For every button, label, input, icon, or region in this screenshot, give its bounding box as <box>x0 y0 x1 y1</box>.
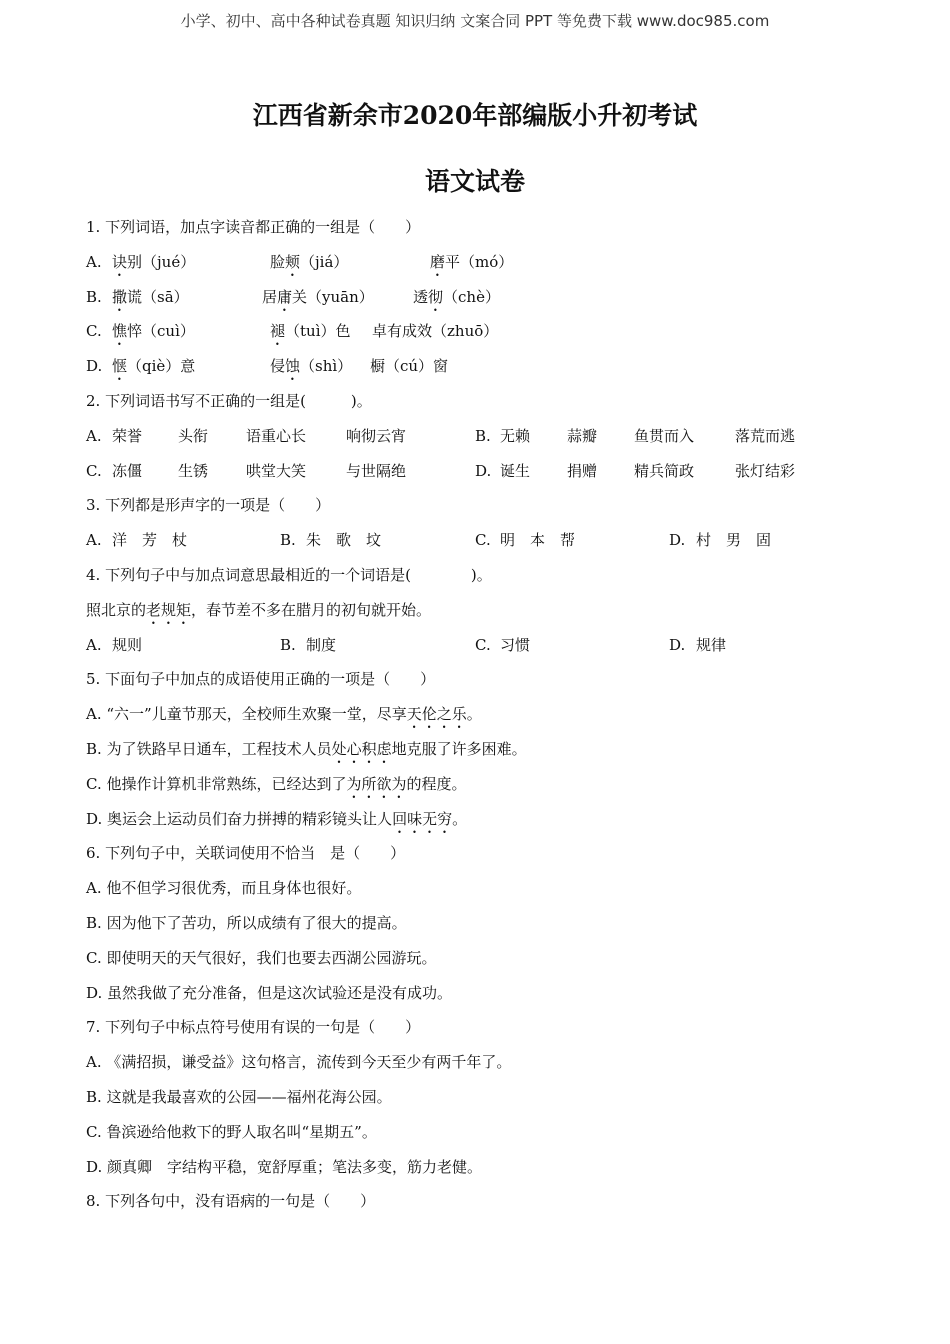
q4-sentence: 照北京的老规矩，春节差不多在腊月的初旬就开始。 <box>86 600 432 619</box>
q6-option-c: C. 即使明天的天气很好，我们也要去西湖公园游玩。 <box>86 948 437 967</box>
q2-a-word-3: 语重心长 <box>246 426 307 445</box>
q3-options <box>86 527 866 562</box>
q4-dotted-word: 老规矩 <box>146 600 192 619</box>
q4-options <box>86 632 866 667</box>
q3-b-text: 朱 歌 坟 <box>306 531 382 550</box>
q2-d-word-1: 诞生 <box>500 461 531 480</box>
q5-a-idiom: 天伦之乐 <box>406 705 467 724</box>
q2-options-row-2 <box>86 458 866 493</box>
q7-option-d: D. 颜真卿 字结构平稳，宽舒厚重；笔法多变，筋力老健。 <box>86 1157 483 1176</box>
option-label: D. <box>475 461 492 480</box>
question-1-stem: 1. 下列词语，加点字读音都正确的一组是（ ） <box>86 218 421 236</box>
q1-d-item-3: 橱（cú）窗 <box>370 357 449 376</box>
option-label: C. <box>86 322 102 341</box>
option-label: A. <box>86 252 102 271</box>
q4-c-text: 习惯 <box>500 635 531 654</box>
option-label: B. <box>280 531 296 550</box>
q1-option-d <box>86 353 866 388</box>
q1-d-item-2: 侵蚀（shì） <box>270 357 353 376</box>
q2-d-word-3: 精兵简政 <box>634 461 695 480</box>
question-list <box>86 214 866 1223</box>
option-label: C. <box>475 635 491 654</box>
q2-d-word-2: 捐赠 <box>567 461 598 480</box>
option-label: A. <box>86 531 102 550</box>
q2-a-word-2: 头衔 <box>178 426 209 445</box>
q5-option-a: A. “六一”儿童节那天，全校师生欢聚一堂，尽享天伦之乐。 <box>86 705 482 724</box>
q2-b-word-4: 落荒而逃 <box>735 426 796 445</box>
question-2-stem: 2. 下列词语书写不正确的一组是( )。 <box>86 391 372 410</box>
q6-option-d: D. 虽然我做了充分准备，但是这次试验还是没有成功。 <box>86 983 453 1002</box>
option-label: C. <box>475 531 491 550</box>
exam-subtitle: 语文试卷 <box>424 167 525 196</box>
option-label: D. <box>86 357 103 376</box>
q1-a-item-2: 脸颊（jiá） <box>270 252 349 271</box>
q5-b-idiom: 处心积虑 <box>331 739 392 758</box>
question-3-stem: 3. 下列都是形声字的一项是（ ） <box>86 496 331 515</box>
q1-b-item-3: 透彻（chè） <box>413 287 500 306</box>
question-6-stem: 6. 下列句子中，关联词使用不恰当 是（ ） <box>86 844 406 863</box>
exam-title: 江西省新余市2020年部编版小升初考试 <box>252 101 698 130</box>
q5-option-d: D. 奥运会上运动员们奋力拼搏的精彩镜头让人回味无穷。 <box>86 809 468 828</box>
q1-a-item-3: 磨平（mó） <box>430 252 514 271</box>
question-8-stem: 8. 下列各句中，没有语病的一句是（ ） <box>86 1192 376 1211</box>
q1-c-item-3: 卓有成效（zhuō） <box>372 322 499 341</box>
q3-c-text: 明 本 帮 <box>500 531 576 550</box>
q2-d-word-4: 张灯结彩 <box>735 461 796 480</box>
page-header: 小学、初中、高中各种试卷真题 知识归纳 文案合同 PPT 等免费下载 www.doc985.com <box>180 12 770 30</box>
option-label: D. <box>669 531 686 550</box>
q2-a-word-1: 荣誉 <box>112 426 143 445</box>
q3-a-text: 洋 芳 杖 <box>112 531 188 550</box>
q4-b-text: 制度 <box>306 635 337 654</box>
option-label: A. <box>86 426 102 445</box>
q5-c-idiom: 为所欲为 <box>346 774 407 793</box>
option-label: C. <box>86 461 102 480</box>
q1-c-item-2: 褪（tuì）色 <box>270 322 351 341</box>
question-7-stem: 7. 下列句子中标点符号使用有误的一句是（ ） <box>86 1018 421 1037</box>
q2-c-word-1: 冻僵 <box>112 461 143 480</box>
q3-d-text: 村 男 固 <box>696 531 772 550</box>
q1-d-item-1: 惬（qiè）意 <box>112 357 196 376</box>
q2-c-word-3: 哄堂大笑 <box>246 461 307 480</box>
q2-c-word-2: 生锈 <box>178 461 209 480</box>
q2-c-word-4: 与世隔绝 <box>346 461 407 480</box>
option-label: B. <box>475 426 491 445</box>
q2-b-word-3: 鱼贯而入 <box>634 426 695 445</box>
q6-option-a: A. 他不但学习很优秀，而且身体也很好。 <box>86 879 362 898</box>
q5-option-b: B. 为了铁路早日通车，工程技术人员处心积虑地克服了许多困难。 <box>86 739 527 758</box>
option-label: B. <box>86 287 102 306</box>
q1-option-c <box>86 318 866 353</box>
question-4-stem: 4. 下列句子中与加点词意思最相近的一个词语是( )。 <box>86 565 492 584</box>
question-5-stem: 5. 下面句子中加点的成语使用正确的一项是（ ） <box>86 670 436 689</box>
option-label: B. <box>280 635 296 654</box>
q6-option-b: B. 因为他下了苦功，所以成绩有了很大的提高。 <box>86 913 407 932</box>
q1-option-a <box>86 249 866 284</box>
q4-a-text: 规则 <box>112 635 143 654</box>
q1-c-item-1: 憔悴（cuì） <box>112 322 195 341</box>
q5-d-idiom: 回味无穷 <box>392 809 453 828</box>
option-label: D. <box>669 635 686 654</box>
q1-a-item-1: 诀别（jué） <box>112 252 196 271</box>
q1-b-item-2: 居庸关（yuān） <box>262 287 374 306</box>
q4-d-text: 规律 <box>696 635 727 654</box>
q7-option-b: B. 这就是我最喜欢的公园——福州花海公园。 <box>86 1087 392 1106</box>
q2-a-word-4: 响彻云宵 <box>346 426 407 445</box>
q7-option-a: A. 《满招损，谦受益》这句格言，流传到今天至少有两千年了。 <box>86 1053 512 1072</box>
q2-b-word-1: 无赖 <box>500 426 531 445</box>
q5-option-c: C. 他操作计算机非常熟练，已经达到了为所欲为的程度。 <box>86 774 467 793</box>
option-label: A. <box>86 635 102 654</box>
q1-b-item-1: 撒谎（sā） <box>112 287 189 306</box>
q7-option-c: C. 鲁滨逊给他救下的野人取名叫“星期五”。 <box>86 1122 377 1141</box>
q2-b-word-2: 蒜瓣 <box>567 426 598 445</box>
q1-option-b <box>86 284 866 319</box>
q2-options-row-1 <box>86 423 866 458</box>
